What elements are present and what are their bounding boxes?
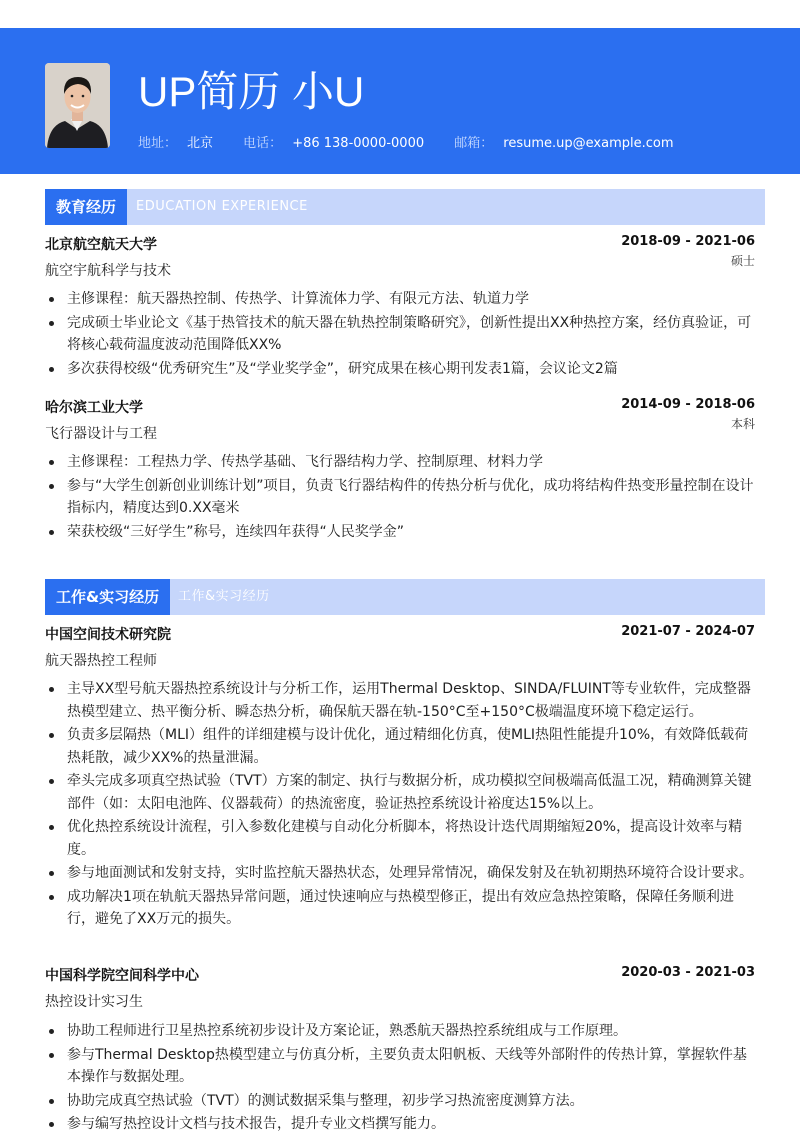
- degree: 硕士: [730, 254, 755, 268]
- bullet-list: [45, 451, 757, 544]
- list-item: 协助工程师进行卫星热控系统初步设计及方案论证，熟悉航天器热控系统组成与工作原理。: [45, 1020, 757, 1043]
- contact-email: [454, 132, 673, 151]
- section-title: 工作&实习经历: [45, 579, 170, 615]
- bullet-list: [45, 1020, 757, 1137]
- list-item: 参与地面测试和发射支持，实时监控航天器热状态，处理异常情况，确保发射及在轨初期热环境符合设计要求。: [45, 862, 757, 885]
- degree: 本科: [730, 417, 755, 431]
- major: 飞行器设计与工程: [45, 426, 157, 442]
- contact-label: 电话：: [243, 136, 283, 151]
- work-section-header: [45, 579, 765, 615]
- date-range: 2018-09 - 2021-06: [621, 234, 755, 249]
- list-item: 主修课程：航天器热控制、传热学、计算流体力学、有限元方法、轨道力学: [45, 288, 757, 311]
- bullet-list: [45, 288, 757, 381]
- job-title: 航天器热控工程师: [45, 653, 157, 669]
- date-range: 2021-07 - 2024-07: [621, 624, 755, 639]
- bullet-list: [45, 678, 757, 932]
- list-item: 多次获得校级“优秀研究生”及“学业奖学金”，研究成果在核心期刊发表1篇，会议论文2篇: [45, 358, 757, 381]
- school-name: 北京航空航天大学: [45, 237, 157, 253]
- person-portrait-icon: [45, 63, 110, 148]
- contact-label: 地址：: [138, 136, 178, 151]
- list-item: 参与Thermal Desktop热模型建立与仿真分析，主要负责太阳帆板、天线等外部附件的传热计算，掌握软件基本操作与数据处理。: [45, 1044, 757, 1089]
- contact-value: resume.up@example.com: [503, 136, 674, 151]
- date-range: 2020-03 - 2021-03: [621, 965, 755, 980]
- job-title: 热控设计实习生: [45, 994, 143, 1010]
- candidate-name: UP简历 小U: [138, 68, 365, 115]
- list-item: 负责多层隔热（MLI）组件的详细建模与设计优化，通过精细化仿真，使MLI热阻性能提升10%，有效降低载荷热耗散，减少XX%的热量泄漏。: [45, 724, 757, 769]
- section-subtitle: EDUCATION EXPERIENCE: [136, 199, 308, 214]
- company-name: 中国科学院空间科学中心: [45, 968, 199, 984]
- list-item: 牵头完成多项真空热试验（TVT）方案的制定、执行与数据分析，成功模拟空间极端高低温工况，精确测算关键部件（如：太阳电池阵、仪器载荷）的热流密度，验证热控系统设计裕度达15%以上。: [45, 770, 757, 815]
- contact-value: +86 138-0000-0000: [292, 136, 425, 151]
- list-item: 荣获校级“三好学生”称号，连续四年获得“人民奖学金”: [45, 521, 757, 544]
- contact-label: 邮箱：: [454, 136, 494, 151]
- list-item: 成功解决1项在轨航天器热异常问题，通过快速响应与热模型修正，提出有效应急热控策略，保障任务顺利进行，避免了XX万元的损失。: [45, 886, 757, 931]
- list-item: 完成硕士毕业论文《基于热管技术的航天器在轨热控制策略研究》，创新性提出XX种热控方案，经仿真验证，可将核心载荷温度波动范围降低XX%: [45, 312, 757, 357]
- contact-phone: [243, 132, 424, 151]
- list-item: 优化热控系统设计流程，引入参数化建模与自动化分析脚本，将热设计迭代周期缩短20%，提高设计效率与精度。: [45, 816, 757, 861]
- list-item: 主修课程：工程热力学、传热学基础、飞行器结构力学、控制原理、材料力学: [45, 451, 757, 474]
- contact-value: 北京: [187, 136, 214, 151]
- resume-header: [0, 28, 800, 174]
- major: 航空宇航科学与技术: [45, 263, 171, 279]
- list-item: 参与“大学生创新创业训练计划”项目，负责飞行器结构件的传热分析与优化，成功将结构件热变形量控制在设计指标内，精度达到0.XX毫米: [45, 475, 757, 520]
- contact-address: [138, 132, 213, 151]
- date-range: 2014-09 - 2018-06: [621, 397, 755, 412]
- section-title: 教育经历: [45, 189, 127, 225]
- section-subtitle: 工作&实习经历: [178, 589, 270, 604]
- company-name: 中国空间技术研究院: [45, 627, 171, 643]
- contact-info: [138, 132, 700, 151]
- list-item: 参与编写热控设计文档与技术报告，提升专业文档撰写能力。: [45, 1113, 757, 1136]
- profile-photo: [45, 63, 110, 148]
- list-item: 协助完成真空热试验（TVT）的测试数据采集与整理，初步学习热流密度测算方法。: [45, 1090, 757, 1113]
- education-section-header: [45, 189, 765, 225]
- list-item: 主导XX型号航天器热控系统设计与分析工作，运用Thermal Desktop、SINDA/FLUINT等专业软件，完成整器热模型建立、热平衡分析、瞬态热分析，确保航天器在轨-150°C至+150°C极端温度环境下稳定运行。: [45, 678, 757, 723]
- school-name: 哈尔滨工业大学: [45, 400, 143, 416]
